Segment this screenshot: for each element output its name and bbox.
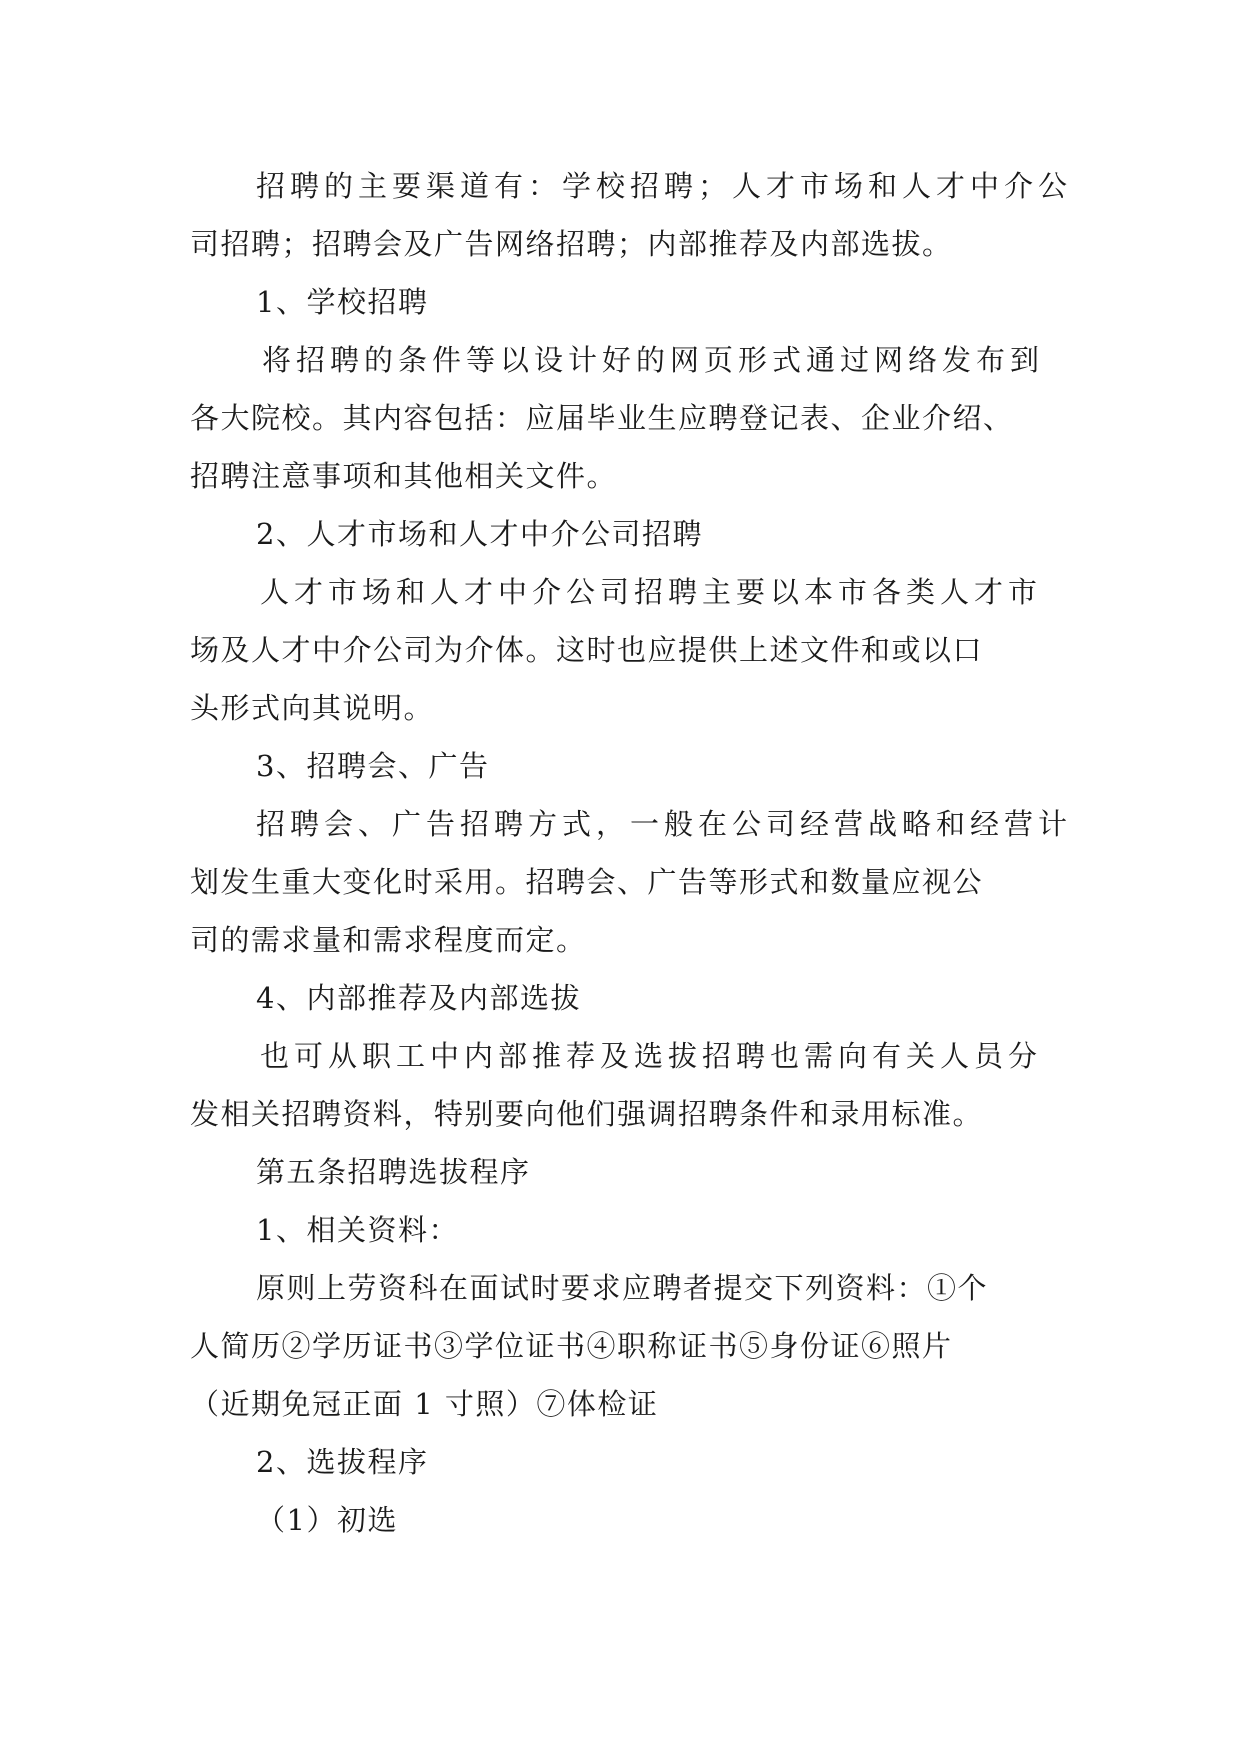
paragraph-line: 司的需求量和需求程度而定。	[190, 923, 587, 957]
section-heading: 1、相关资料：	[256, 1213, 459, 1247]
subsection-heading: （1）初选	[256, 1503, 398, 1537]
paragraph-line: 招聘注意事项和其他相关文件。	[190, 459, 618, 493]
paragraph-line: 招聘会、广告招聘方式，一般在公司经营战略和经营计	[256, 807, 1073, 841]
paragraph-line: 各大院校。其内容包括：应届毕业生应聘登记表、企业介绍、	[190, 401, 1014, 435]
paragraph-line: 原则上劳资科在面试时要求应聘者提交下列资料：①个	[256, 1271, 989, 1305]
section-heading: 1、学校招聘	[256, 285, 429, 319]
document-body	[190, 157, 1073, 1549]
section-heading: 3、招聘会、广告	[256, 749, 490, 783]
paragraph-line: 头形式向其说明。	[190, 691, 435, 725]
paragraph-line: 场及人才中介公司为介体。这时也应提供上述文件和或以口	[190, 633, 984, 667]
paragraph-line: 发相关招聘资料，特别要向他们强调招聘条件和录用标准。	[190, 1097, 984, 1131]
section-heading: 2、人才市场和人才中介公司招聘	[256, 517, 703, 551]
section-heading: 2、选拔程序	[256, 1445, 429, 1479]
section-heading: 4、内部推荐及内部选拔	[256, 981, 581, 1015]
section-heading: 第五条招聘选拔程序	[256, 1155, 531, 1189]
paragraph-line: （近期免冠正面 1 寸照）⑦体检证	[190, 1387, 659, 1421]
paragraph-line: 将招聘的条件等以设计好的网页形式通过网络发布到	[262, 343, 1045, 377]
paragraph-line: 划发生重大变化时采用。招聘会、广告等形式和数量应视公	[190, 865, 984, 899]
paragraph-line: 人简历②学历证书③学位证书④职称证书⑤身份证⑥照片	[190, 1329, 953, 1363]
paragraph-line: 司招聘；招聘会及广告网络招聘；内部推荐及内部选拔。	[190, 227, 953, 261]
paragraph-line: 也可从职工中内部推荐及选拔招聘也需向有关人员分	[260, 1039, 1043, 1073]
paragraph-line: 人才市场和人才中介公司招聘主要以本市各类人才市	[260, 575, 1043, 609]
paragraph-line: 招聘的主要渠道有：学校招聘；人才市场和人才中介公	[256, 169, 1073, 203]
